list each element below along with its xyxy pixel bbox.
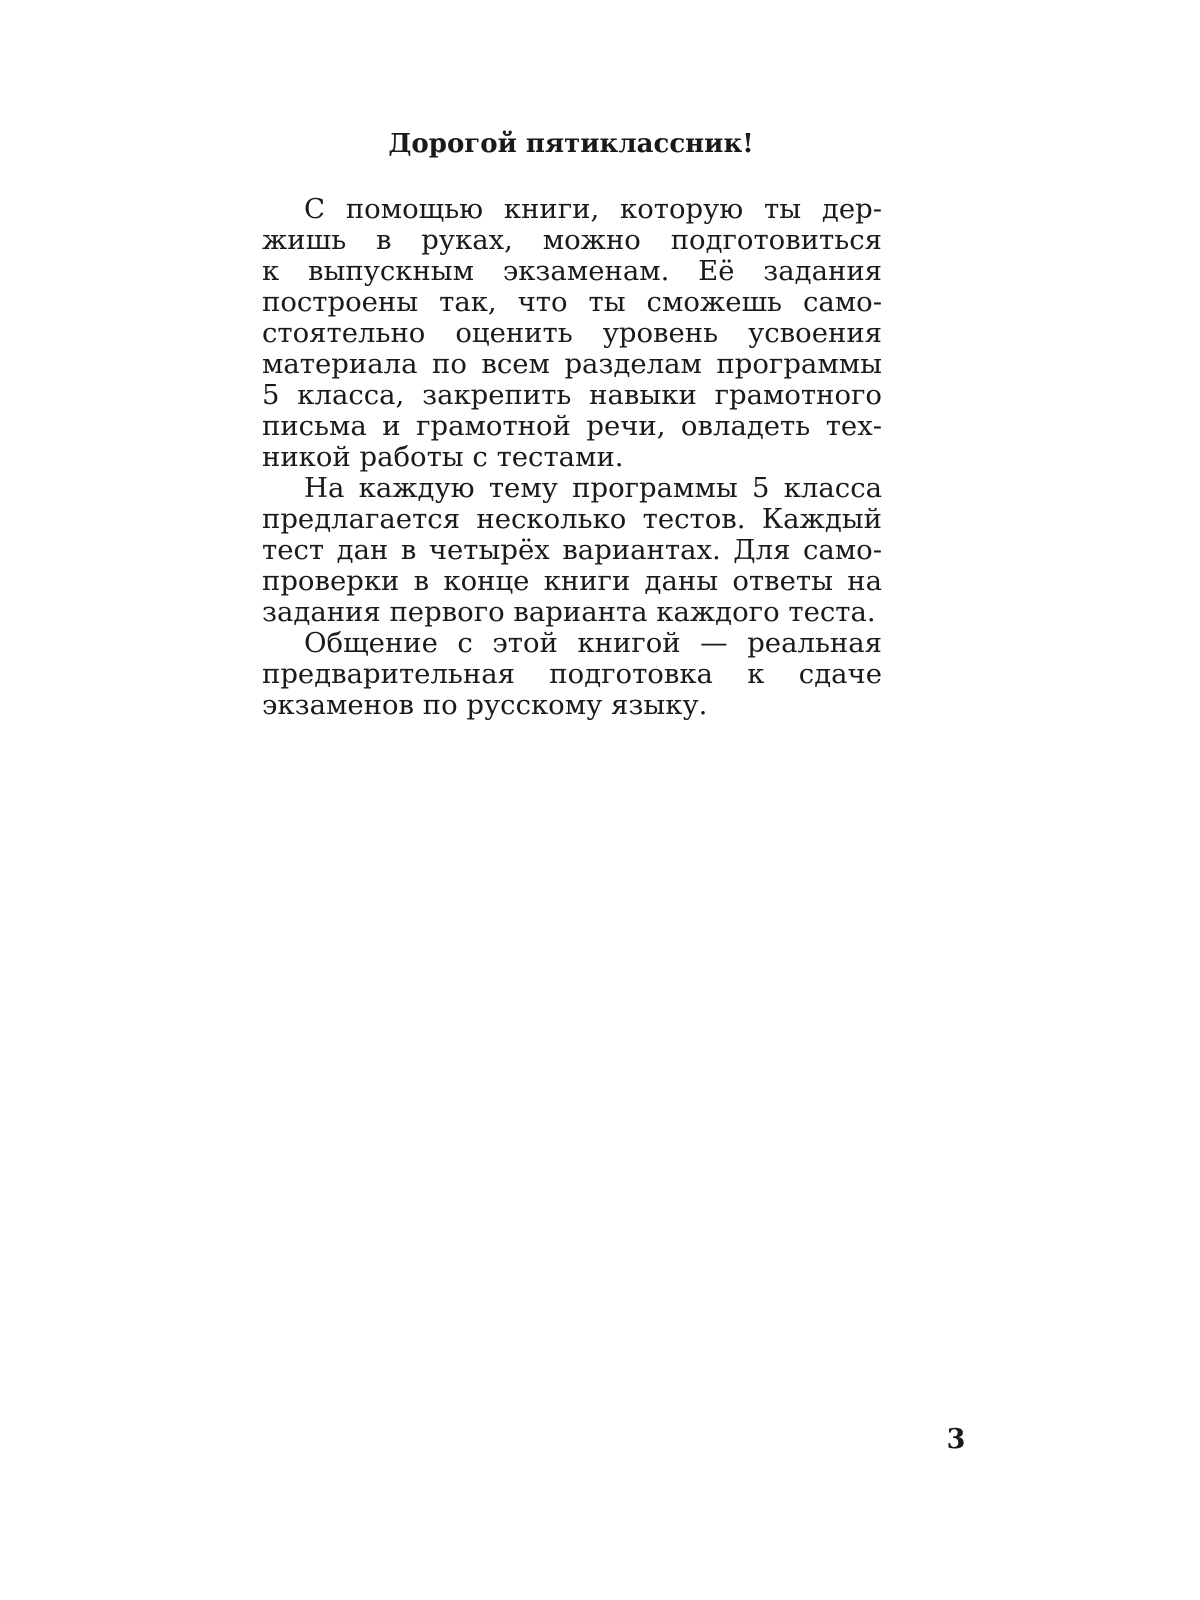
text-line: предварительная подготовка к сдаче bbox=[262, 658, 882, 690]
text-line: 5 класса, закрепить навыки грамотного bbox=[262, 379, 882, 411]
text-line: задания первого варианта каждого теста. bbox=[262, 596, 876, 628]
text-line: построены так, что ты сможешь само- bbox=[262, 286, 882, 318]
text-line: На каждую тему программы 5 класса bbox=[304, 472, 882, 504]
page-heading: Дорогой пятиклассник! bbox=[388, 129, 754, 159]
text-line: никой работы с тестами. bbox=[262, 441, 624, 473]
text-line: предлагается несколько тестов. Каждый bbox=[262, 503, 882, 535]
text-line: к выпускным экзаменам. Её задания bbox=[262, 255, 882, 287]
text-line: жишь в руках, можно подготовиться bbox=[262, 224, 882, 256]
text-line: Общение с этой книгой — реальная bbox=[304, 627, 882, 659]
paragraph-2 bbox=[262, 473, 882, 628]
paragraph-3 bbox=[262, 628, 882, 721]
text-line: письма и грамотной речи, овладеть тех- bbox=[262, 410, 882, 442]
text-line: проверки в конце книги даны ответы на bbox=[262, 565, 882, 597]
body-text bbox=[262, 194, 882, 721]
text-line: тест дан в четырёх вариантах. Для само- bbox=[262, 534, 882, 566]
text-line: материала по всем разделам программы bbox=[262, 348, 882, 380]
text-line: С помощью книги, которую ты дер- bbox=[304, 193, 882, 225]
text-line: экзаменов по русскому языку. bbox=[262, 689, 708, 721]
text-line: стоятельно оценить уровень усвоения bbox=[262, 317, 882, 349]
page-number: 3 bbox=[946, 1424, 966, 1455]
paragraph-1 bbox=[262, 194, 882, 473]
